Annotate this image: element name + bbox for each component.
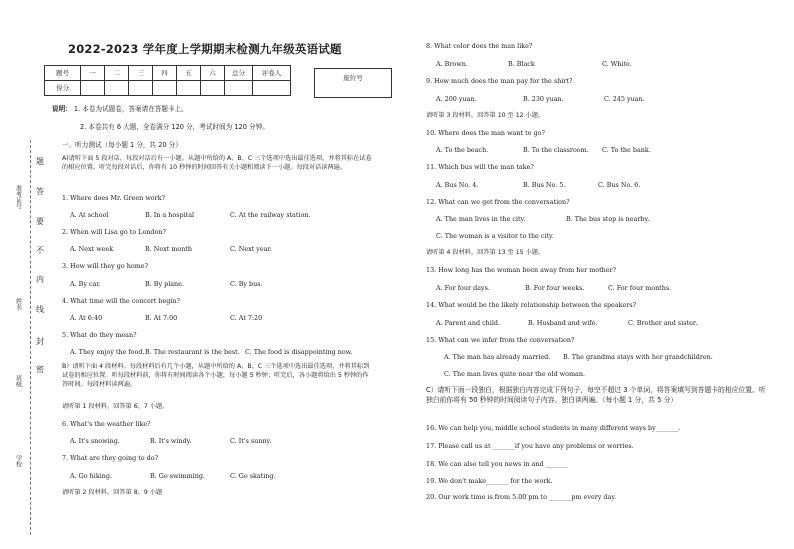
seal-word: 答 [36, 187, 44, 196]
option-a: A. They enjoy the food. [70, 348, 145, 356]
score-cell: 四 [153, 66, 177, 81]
field-exam-number: 准考证号 [14, 185, 22, 209]
option-c: C. At the railway station. [230, 211, 311, 219]
score-cell: 总分 [225, 66, 253, 81]
score-blank [201, 81, 225, 96]
option-a: A. Brown. [436, 60, 468, 68]
question-14: 14. What would be the likely relationship between the speakers? [426, 301, 637, 309]
option-c: C. At 7:20 [230, 314, 263, 322]
question-10: 10. Where does the man want to go? [426, 129, 545, 137]
fill-question-20: 20. Our work time is from 5.00 pm to _______pm every day. [426, 493, 617, 501]
option-c: C. White. [602, 60, 632, 68]
option-c: C. For four months. [608, 284, 672, 292]
option-b: B. To the classroom. [523, 146, 589, 154]
option-c: C. Bus No. 6. [598, 181, 641, 189]
notes-line-1 [52, 105, 188, 113]
option-a: A. The man has already married. [444, 353, 551, 361]
score-cell: 得分 [45, 81, 81, 96]
option-c: C. The food is disappointing now. [245, 348, 353, 356]
question-6: 6. What's the weather like? [62, 420, 151, 428]
fill-question-19: 19. We don't make_______ for the work. [426, 477, 553, 485]
score-blank [153, 81, 177, 96]
question-9: 9. How much does the man pay for the shirt? [426, 77, 573, 85]
question-7: 7. What are they going to do? [62, 454, 159, 462]
option-a: A. For four days. [436, 284, 490, 292]
listen-instruction-4: 请听第 4 段材料，回答第 13 至 15 小题。 [426, 249, 545, 256]
note-1: 1. 本卷为试题卷，答案请在答题卡上。 [73, 105, 188, 113]
part-a-instructions: A)请听下面 5 段对话，每段对话后有一小题。从题中所给的 A、B、C 三个选项中选出最佳选项，并将其标在试卷的相应位置。听完每段对话后，你将有 10 秒钟的时间回答有关小题和阅读下一小题。每段对话读两遍。 [62, 155, 372, 171]
option-b: B. In a hospital [145, 211, 195, 219]
option-c: C. The woman is a visitor to the city. [436, 232, 554, 240]
score-cell: 六 [201, 66, 225, 81]
score-cell: 评卷人 [253, 66, 291, 81]
listen-instruction-3: 请听第 3 段材料，回答第 10 至 12 小题。 [426, 112, 545, 119]
seal-word: 题 [36, 157, 44, 166]
seal-word: 不 [36, 246, 44, 255]
score-table [44, 65, 291, 96]
fill-question-18: 18. We can also tell you news in and _______ [426, 460, 568, 468]
option-b: B. The restaurant is the best. [145, 348, 240, 356]
listen-instruction-2: 请听第 2 段材料，回答第 8、9 小题 [62, 489, 163, 496]
listen-instruction-1: 请听第 1 段材料，回答第 6、7 小题。 [62, 403, 169, 410]
option-b: B. 230 yuan. [523, 95, 564, 103]
option-c: C. 245 yuan. [604, 95, 645, 103]
score-cell: 一 [81, 66, 105, 81]
seal-word: 封 [36, 337, 44, 346]
question-12: 12. What can we get from the conversation? [426, 198, 570, 206]
fill-question-17: 17. Please call us at _______if you have any problems or worries. [426, 442, 634, 450]
option-b: B. Go swimming. [150, 472, 205, 480]
seal-line [30, 140, 31, 535]
section-1-heading: 一、听力测试（每小题 1 分，共 20 分） [62, 141, 182, 149]
option-b: B. By plane. [145, 280, 184, 288]
option-a: A. To the beach. [436, 146, 489, 154]
score-blank [225, 81, 253, 96]
option-a: A. Go hiking. [70, 472, 112, 480]
notes-label: 说明： [52, 105, 72, 113]
option-a: A. Next week [70, 245, 114, 253]
page-title: 2022-2023 学年度上学期期末检测九年级英语试题 [68, 42, 342, 56]
question-15: 15. What can we infer from the conversation? [426, 336, 575, 344]
question-11: 11. Which bus will the man take? [426, 163, 534, 171]
seal-word: 内 [36, 275, 44, 284]
option-b: B. Husband and wife. [528, 319, 598, 327]
option-b: B. At 7:00 [145, 314, 178, 322]
field-class: 班级 [14, 375, 22, 387]
option-a: A. Bus No. 4. [436, 181, 479, 189]
option-c: C. Brother and sister. [628, 319, 698, 327]
option-b: B. The bus stop is nearby. [566, 215, 650, 223]
option-c: C. It's sunny. [230, 437, 272, 445]
score-cell: 题号 [45, 66, 81, 81]
option-a: A. It's snowing. [70, 437, 120, 445]
note-2: 2. 本卷共有 6 大题，全卷满分 120 分，考试时间为 120 分钟。 [80, 123, 269, 131]
score-blank [129, 81, 153, 96]
option-a: A. Parent and child. [436, 319, 501, 327]
question-1: 1. Where does Mr. Green work? [62, 194, 165, 202]
option-a: A. By car. [70, 280, 101, 288]
question-2: 2. When will Lisa go to London? [62, 228, 166, 236]
seal-word: 密 [36, 365, 44, 374]
option-b: B. Black [508, 60, 535, 68]
score-blank [177, 81, 201, 96]
score-cell: 二 [105, 66, 129, 81]
score-table-header-row [45, 66, 291, 81]
option-a: A. 200 yuan. [436, 95, 477, 103]
field-school: 学校 [14, 455, 22, 467]
fill-question-16: 16. We can help you, middle school students in many different ways by_______. [426, 424, 681, 432]
option-c: C. Go skating. [230, 472, 276, 480]
question-13: 13. How long has the woman been away from her mother? [426, 266, 617, 274]
option-b: B. Bus No. 5. [523, 181, 566, 189]
score-blank [81, 81, 105, 96]
score-blank [105, 81, 129, 96]
score-cell: 三 [129, 66, 153, 81]
score-blank [253, 81, 291, 96]
score-cell: 五 [177, 66, 201, 81]
field-name: 姓名 [14, 298, 22, 310]
option-b: B. The grandma stays with her grandchildren. [563, 353, 713, 361]
seal-word: 线 [36, 305, 44, 314]
option-a: A. The man lives in the city. [436, 215, 526, 223]
option-c: C. To the bank. [602, 146, 651, 154]
part-b-instructions: B）请听下面 4 段材料。每段材料后有几个小题，从题中所给的 A、B、C 三个选项中选出最佳选项，并将其标到试卷的相应位置。听每段材料前，你将有时间阅读各个小题，每小题 5 秒钟；听完后，各小题将给出 5 秒钟的作答时间。每段材料读两遍。 [62, 363, 370, 388]
question-5: 5. What do they mean? [62, 331, 137, 339]
seal-word: 要 [36, 217, 44, 226]
question-3: 3. How will they go home? [62, 262, 148, 270]
option-c: C. Next year. [230, 245, 272, 253]
option-a: A. At 6:40 [70, 314, 103, 322]
option-b: B. For four weeks. [525, 284, 585, 292]
option-b: B. It's windy. [150, 437, 192, 445]
score-table-score-row [45, 81, 291, 96]
question-4: 4. What time will the concert begin? [62, 297, 180, 305]
option-c: C. The man lives quite near the old woman. [444, 370, 585, 378]
part-c-instructions: C）请听下面一段独白，根据独白内容完成下列句子，每空不超过 3 个单词，将答案填写到答题卡的相应位置。听独白前你将有 50 秒钟的时间阅读句子内容。独白读两遍。（每小题 1 分，共 5 分） [426, 386, 766, 404]
option-b: B. Next month [145, 245, 193, 253]
option-c: C. By bus. [230, 280, 263, 288]
option-a: A. At school [70, 211, 109, 219]
question-8: 8. What color does the man like? [426, 42, 533, 50]
seat-number-box: 座位号 [314, 68, 392, 98]
